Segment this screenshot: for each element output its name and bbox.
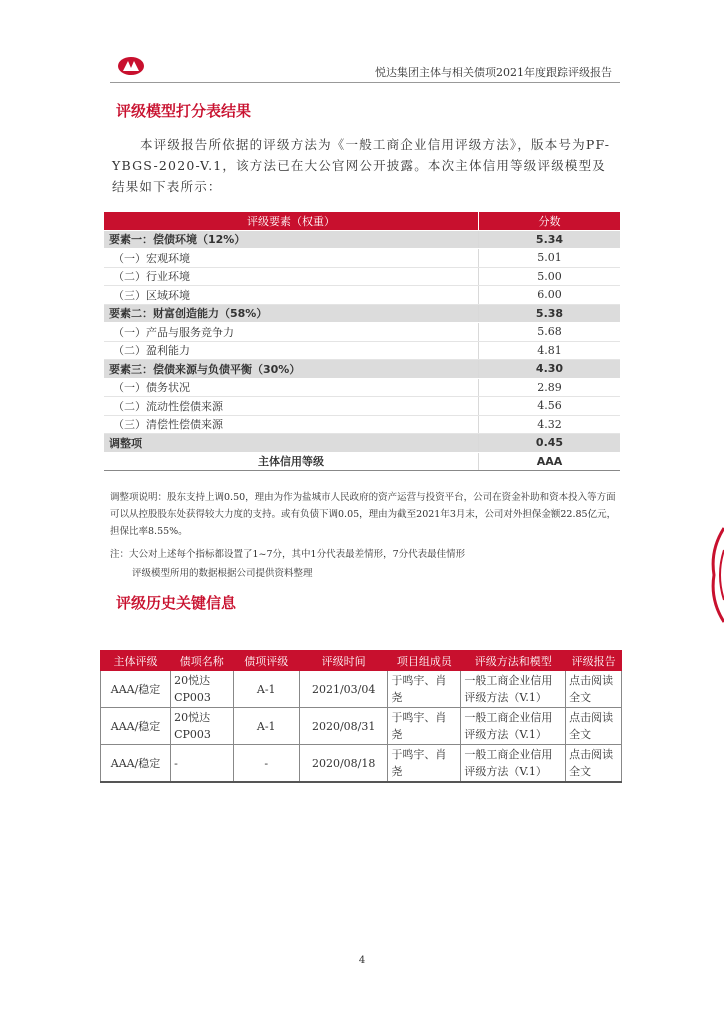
method-cell: 一般工商企业信用评级方法（V.1） [464, 674, 553, 704]
scale-note: 注：大公对上述每个指标都设置了1~7分，其中1分代表最差情形，7分代表最佳情形 [110, 549, 466, 560]
factor-label: 要素二：财富创造能力（58%） [104, 304, 479, 323]
factor-score: 4.56 [479, 397, 621, 416]
history-cell [388, 671, 461, 708]
subfactor-row [104, 249, 620, 268]
page-number: 4 [358, 955, 366, 966]
final-rating-row [104, 452, 620, 471]
history-cell [101, 708, 171, 745]
bond-name-cell: 20悦达CP003 [174, 711, 211, 741]
issuer-rating-cell: AAA/稳定 [110, 682, 161, 696]
factor-score: 4.81 [479, 341, 621, 360]
factor-label: （一）宏观环境 [104, 249, 479, 268]
factor-row [104, 304, 620, 323]
team-members-cell: 于鸣宇、肖尧 [391, 711, 447, 741]
final-rating-value: AAA [479, 452, 621, 471]
history-column-header: 评级时间 [299, 651, 388, 671]
history-column-header: 主体评级 [101, 651, 171, 671]
history-cell [388, 745, 461, 783]
subfactor-row [104, 323, 620, 342]
bond-rating-cell: A-1 [256, 682, 276, 696]
column-header-score: 分数 [479, 212, 621, 230]
history-row [101, 708, 622, 745]
adjustment-note: 调整项说明：股东支持上调0.50，理由为作为盐城市人民政府的资产运营与投资平台，公司在资金补助和资本投入等方面可以从控股股东处获得较大力度的支持。或有负债下调0.05，理由为截至2021年3月末，公司对外担保金额22.85亿元，担保比率8.55%。 [110, 492, 617, 537]
history-cell [461, 671, 566, 708]
factor-label: （二）行业环境 [104, 267, 479, 286]
subfactor-row [104, 415, 620, 434]
factor-label: （三）清偿性偿债来源 [104, 415, 479, 434]
history-cell [233, 708, 299, 745]
history-cell [461, 745, 566, 783]
section-title-model: 评级模型打分表结果 [116, 102, 252, 120]
history-column-header: 项目组成员 [388, 651, 461, 671]
history-cell [171, 708, 233, 745]
rating-date-cell: 2020/08/31 [311, 719, 376, 733]
section-title-history: 评级历史关键信息 [116, 594, 237, 612]
factor-score: 4.32 [479, 415, 621, 434]
history-cell [566, 671, 622, 708]
factor-score: 5.00 [479, 267, 621, 286]
data-source-note: 评级模型所用的数据根据公司提供资料整理 [132, 568, 313, 579]
header-title: 悦达集团主体与相关债项2021年度跟踪评级报告 [375, 66, 612, 79]
history-cell [566, 708, 622, 745]
history-cell [171, 745, 233, 783]
factor-row [104, 360, 620, 379]
history-row [101, 671, 622, 708]
rating-model-table [104, 212, 620, 471]
factor-label: 要素三：偿债来源与负债平衡（30%） [104, 360, 479, 379]
factor-label: （二）盈利能力 [104, 341, 479, 360]
method-cell: 一般工商企业信用评级方法（V.1） [464, 748, 553, 778]
history-cell [233, 671, 299, 708]
intro-paragraph: 本评级报告所依据的评级方法为《一般工商企业信用评级方法》，版本号为PF-YBGS-2020-V.1，该方法已在大公官网公开披露。本次主体信用等级评级模型及结果如下表所示： [112, 137, 611, 194]
factor-row [104, 434, 620, 453]
history-cell [299, 708, 388, 745]
header-divider [110, 82, 620, 83]
bond-rating-cell: - [264, 756, 269, 770]
history-cell [461, 708, 566, 745]
team-members-cell: 于鸣宇、肖尧 [391, 674, 447, 704]
subfactor-row [104, 341, 620, 360]
history-cell [233, 745, 299, 783]
rating-history-table [100, 650, 622, 783]
method-cell: 一般工商企业信用评级方法（V.1） [464, 711, 553, 741]
factor-label: 要素一：偿债环境（12%） [104, 230, 479, 249]
history-column-header: 评级报告 [566, 651, 622, 671]
column-header-factor: 评级要素（权重） [104, 212, 479, 230]
factor-score: 4.30 [479, 360, 621, 379]
history-cell [299, 745, 388, 783]
factor-score: 5.68 [479, 323, 621, 342]
factor-score: 5.38 [479, 304, 621, 323]
rating-date-cell: 2021/03/04 [311, 682, 376, 696]
factor-label: （一）产品与服务竞争力 [104, 323, 479, 342]
issuer-rating-cell: AAA/稳定 [110, 719, 161, 733]
report-link[interactable]: 点击阅读全文 [569, 711, 614, 741]
bond-rating-cell: A-1 [256, 719, 276, 733]
report-link[interactable]: 点击阅读全文 [569, 674, 614, 704]
subfactor-row [104, 267, 620, 286]
factor-score: 5.34 [479, 230, 621, 249]
history-column-header: 评级方法和模型 [461, 651, 566, 671]
history-cell [299, 671, 388, 708]
factor-score: 6.00 [479, 286, 621, 305]
history-cell [171, 671, 233, 708]
rating-date-cell: 2020/08/18 [311, 756, 376, 770]
history-cell [101, 745, 171, 783]
report-link[interactable]: 点击阅读全文 [569, 748, 614, 778]
factor-score: 2.89 [479, 378, 621, 397]
subfactor-row [104, 378, 620, 397]
history-cell [101, 671, 171, 708]
final-rating-label: 主体信用等级 [104, 452, 479, 471]
factor-score: 5.01 [479, 249, 621, 268]
history-cell [566, 745, 622, 783]
subfactor-row [104, 397, 620, 416]
history-column-header: 债项评级 [233, 651, 299, 671]
bond-name-cell: 20悦达CP003 [174, 674, 211, 704]
bond-name-cell: - [174, 756, 178, 770]
factor-label: （二）流动性偿债来源 [104, 397, 479, 416]
issuer-rating-cell: AAA/稳定 [110, 756, 161, 770]
team-members-cell: 于鸣宇、肖尧 [391, 748, 447, 778]
factor-label: （三）区域环境 [104, 286, 479, 305]
subfactor-row [104, 286, 620, 305]
factor-label: 调整项 [104, 434, 479, 453]
history-row [101, 745, 622, 783]
factor-label: （一）债务状况 [104, 378, 479, 397]
factor-row [104, 230, 620, 249]
company-logo [117, 56, 145, 76]
factor-score: 0.45 [479, 434, 621, 453]
history-column-header: 债项名称 [171, 651, 233, 671]
seal-stamp-edge [708, 520, 724, 630]
history-cell [388, 708, 461, 745]
